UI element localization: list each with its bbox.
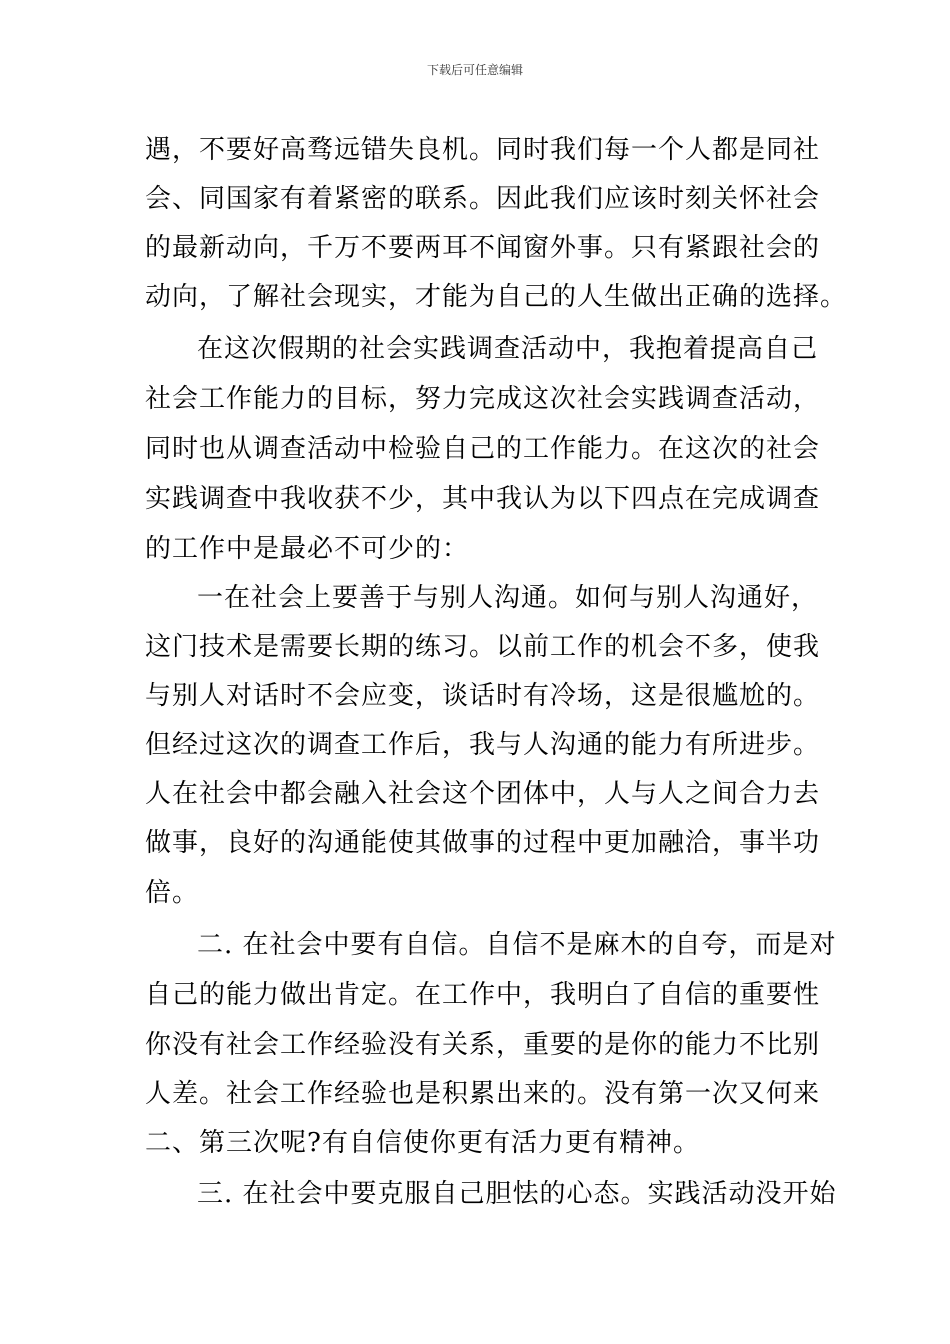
text-line: 遇，不要好高骛远错失良机。同时我们每一个人都是同社 xyxy=(145,135,821,165)
text-line: 但经过这次的调查工作后，我与人沟通的能力有所进步。 xyxy=(145,730,821,760)
text-line: 在这次假期的社会实践调查活动中，我抱着提高自己 xyxy=(197,334,819,364)
text-line: 这门技术是需要长期的练习。以前工作的机会不多，使我 xyxy=(145,632,821,662)
text-line: 二、第三次呢?有自信使你更有活力更有精神。 xyxy=(145,1128,700,1158)
text-line: 二. 在社会中要有自信。自信不是麻木的自夸，而是对 xyxy=(197,930,837,960)
text-line: 你没有社会工作经验没有关系，重要的是你的能力不比别 xyxy=(145,1030,821,1060)
text-line: 的最新动向，千万不要两耳不闻窗外事。只有紧跟社会的 xyxy=(145,233,821,263)
text-line: 人差。社会工作经验也是积累出来的。没有第一次又何来 xyxy=(145,1079,821,1109)
text-line: 社会工作能力的目标，努力完成这次社会实践调查活动， xyxy=(145,384,821,414)
page-header: 下载后可任意编辑 xyxy=(426,63,523,77)
text-line: 与别人对话时不会应变，谈话时有冷场，这是很尴尬的。 xyxy=(145,681,821,711)
text-line: 自己的能力做出肯定。在工作中，我明白了自信的重要性 xyxy=(145,980,821,1010)
text-line: 人在社会中都会融入社会这个团体中，人与人之间合力去 xyxy=(145,779,821,809)
text-line: 会、同国家有着紧密的联系。因此我们应该时刻关怀社会 xyxy=(145,184,821,214)
text-line: 三. 在社会中要克服自己胆怯的心态。实践活动没开始 xyxy=(197,1179,837,1209)
text-line: 一在社会上要善于与别人沟通。如何与别人沟通好， xyxy=(197,583,819,613)
text-line: 动向，了解社会现实，才能为自己的人生做出正确的选择。 xyxy=(145,282,848,312)
text-line: 实践调查中我收获不少，其中我认为以下四点在完成调查 xyxy=(145,484,821,514)
text-line: 同时也从调查活动中检验自己的工作能力。在这次的社会 xyxy=(145,434,821,464)
text-line: 的工作中是最必不可少的： xyxy=(145,534,470,564)
text-line: 倍。 xyxy=(145,878,200,908)
text-line: 做事，良好的沟通能使其做事的过程中更加融洽，事半功 xyxy=(145,828,821,858)
